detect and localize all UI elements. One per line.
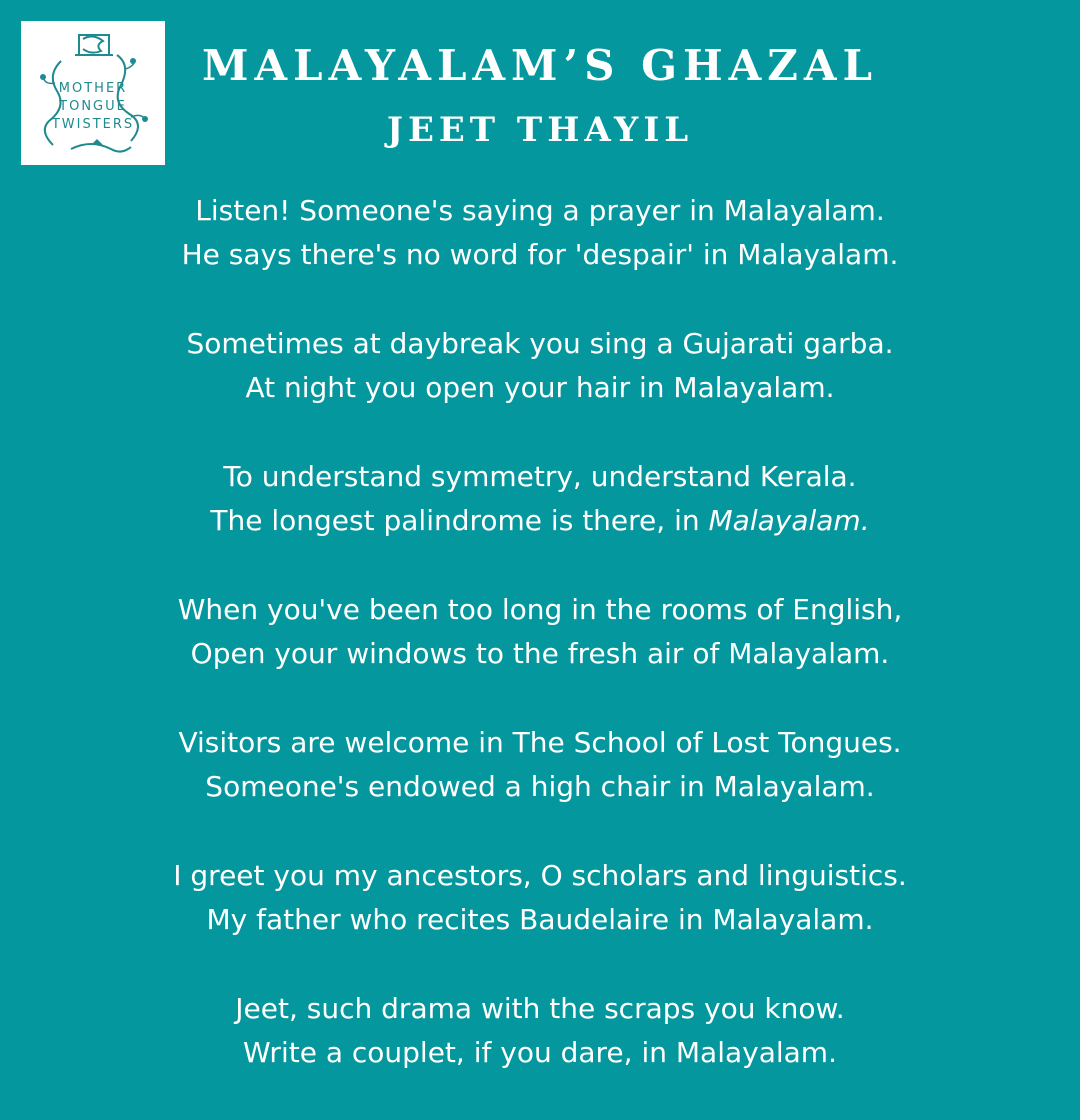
couplet-1: [0, 189, 1080, 277]
couplet-4: [0, 588, 1080, 676]
poem-body: [0, 189, 1080, 1120]
poem-line: I greet you my ancestors, O scholars and linguistics.: [173, 859, 907, 892]
poem-line: He says there's no word for 'despair' in Malayalam.: [181, 238, 899, 271]
poem-line: Sometimes at daybreak you sing a Gujarati garba.: [186, 327, 894, 360]
logo-text-twisters: TWISTERS: [51, 117, 135, 132]
poem-line: Open your windows to the fresh air of Malayalam.: [190, 637, 890, 670]
poem-line: Visitors are welcome in The School of Lost Tongues.: [178, 726, 902, 759]
poem-line: To understand symmetry, understand Kerala.: [223, 460, 857, 493]
couplet-2: [0, 322, 1080, 410]
poem-line: Write a couplet, if you dare, in Malayalam.: [243, 1036, 837, 1069]
poem-title: MALAYALAM’S GHAZAL: [201, 41, 879, 90]
poem-author: JEET THAYIL: [386, 110, 694, 150]
poem-line: Someone's endowed a high chair in Malayalam.: [205, 770, 875, 803]
poem-line: When you've been too long in the rooms of English,: [177, 593, 903, 626]
couplet-5: [0, 721, 1080, 809]
poem-line: [0, 499, 1080, 543]
poem-line-italic-word: Malayalam.: [708, 504, 870, 537]
logo-text-mother: MOTHER: [58, 81, 128, 96]
poem-line: Listen! Someone's saying a prayer in Malayalam.: [195, 194, 885, 227]
couplet-7: [0, 987, 1080, 1075]
couplet-6: [0, 854, 1080, 942]
poem-line: My father who recites Baudelaire in Malayalam.: [206, 903, 874, 936]
logo-text-tongue: TONGUE: [59, 99, 127, 114]
poem-line: Jeet, such drama with the scraps you know.: [235, 992, 845, 1025]
couplet-3: [0, 455, 1080, 543]
poem-line: At night you open your hair in Malayalam.: [245, 371, 835, 404]
poem-line-text: The longest palindrome is there, in: [210, 504, 709, 537]
